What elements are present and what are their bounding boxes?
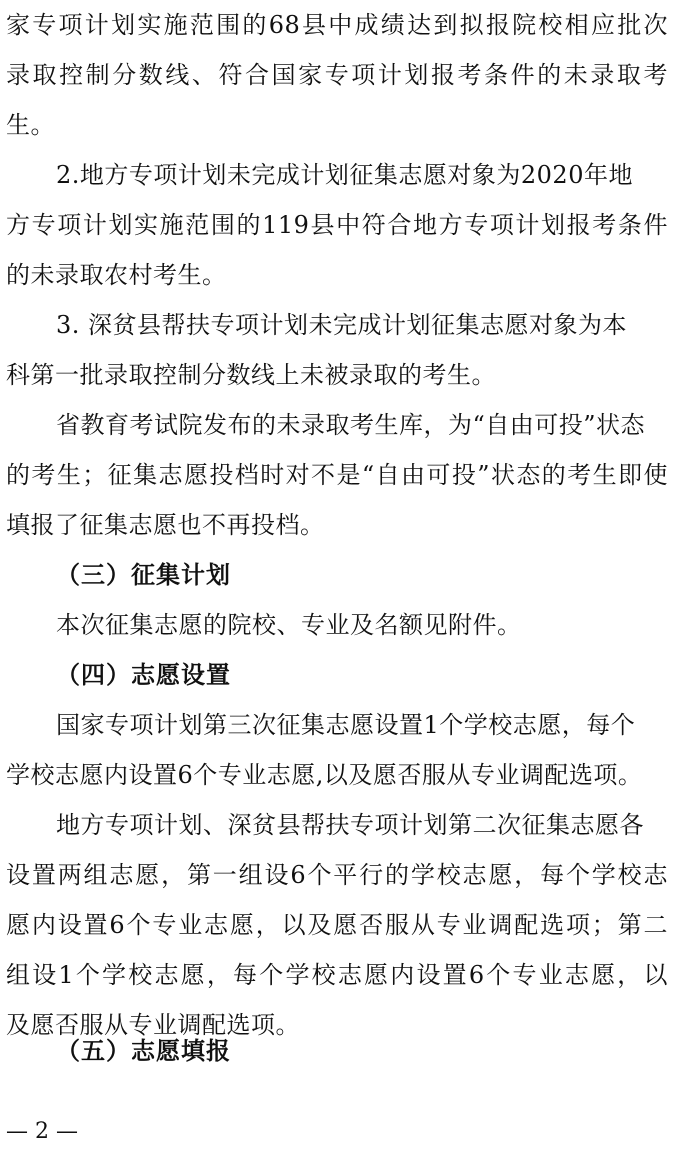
text-line: 省教育考试院发布的未录取考生库，为“自由可投”状态 <box>56 411 646 439</box>
text-line: 2.地方专项计划未完成计划征集志愿对象为2020年地 <box>56 161 633 189</box>
text-line: 组设1个学校志愿，每个学校志愿内设置6个专业志愿，以 <box>6 961 668 989</box>
text-line: 的考生；征集志愿投档时对不是“自由可投”状态的考生即使 <box>6 461 668 489</box>
text-line: 生。 <box>6 111 55 139</box>
text-line: 3. 深贫县帮扶专项计划未完成计划征集志愿对象为本 <box>56 311 628 339</box>
text-line: 填报了征集志愿也不再投档。 <box>6 511 325 539</box>
text-line: 录取控制分数线、符合国家专项计划报考条件的未录取考 <box>6 61 668 89</box>
section-heading-filling: （五）志愿填报 <box>56 1037 231 1065</box>
text-line: 的未录取农村考生。 <box>6 261 227 289</box>
text-line: 本次征集志愿的院校、专业及名额见附件。 <box>56 611 522 639</box>
text-line: 地方专项计划、深贫县帮扶专项计划第二次征集志愿各 <box>56 811 644 839</box>
text-line: 方专项计划实施范围的119县中符合地方专项计划报考条件 <box>6 211 668 239</box>
page-number: — 2 — <box>6 1119 78 1144</box>
text-line: 家专项计划实施范围的68县中成绩达到拟报院校相应批次 <box>6 11 668 39</box>
paragraph-plan <box>0 600 680 650</box>
paragraph-local-settings <box>0 800 680 1050</box>
text-line: 愿内设置6个专业志愿，以及愿否服从专业调配选项；第二 <box>6 911 668 939</box>
text-line: 及愿否服从专业调配选项。 <box>6 1011 300 1039</box>
paragraph-national-settings <box>0 700 680 800</box>
text-line: 科第一批录取控制分数线上未被录取的考生。 <box>6 361 496 389</box>
text-line: 国家专项计划第三次征集志愿设置1个学校志愿，每个 <box>56 711 636 739</box>
section-heading-settings: （四）志愿设置 <box>56 661 231 689</box>
text-line: 学校志愿内设置6个专业志愿,以及愿否服从专业调配选项。 <box>6 761 643 789</box>
section-heading-plan: （三）征集计划 <box>56 561 231 589</box>
paragraph-local-special <box>0 150 680 300</box>
text-line: 设置两组志愿，第一组设6个平行的学校志愿，每个学校志 <box>6 861 668 889</box>
paragraph-national-continuation <box>0 0 680 150</box>
paragraph-unadmitted-pool <box>0 400 680 550</box>
paragraph-poverty-county <box>0 300 680 400</box>
